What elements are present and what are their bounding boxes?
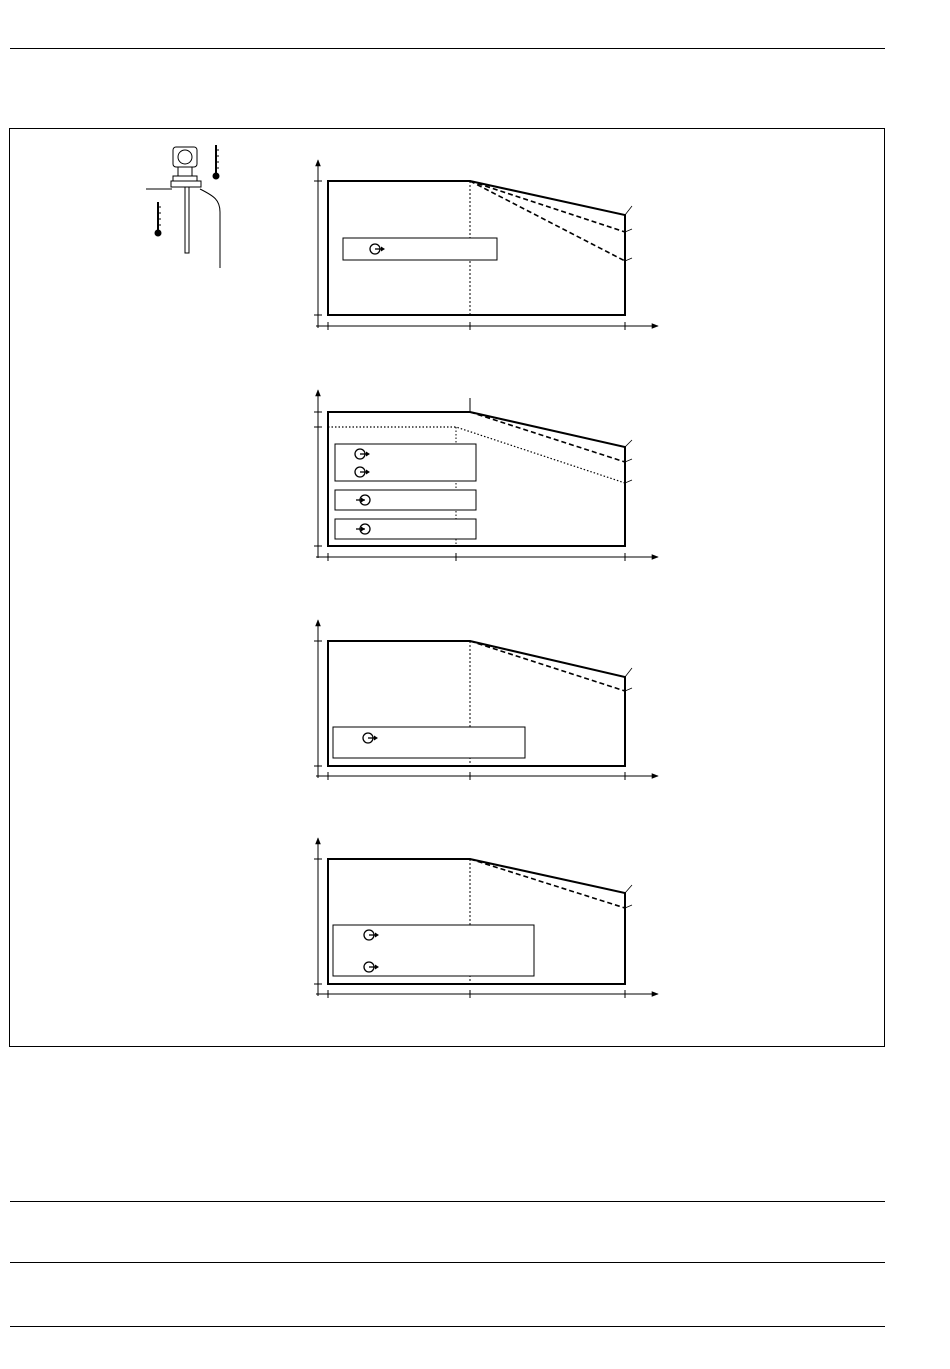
derating-diagram-2: [314, 390, 658, 561]
derating-diagram-1: [314, 160, 658, 330]
legend-box: [333, 925, 534, 976]
derating-diagram-3: [314, 620, 658, 780]
derating-diagram-4: [314, 838, 658, 998]
legend-box: [343, 238, 497, 260]
transmitter-with-probe-and-thermometers-icon: [146, 145, 220, 268]
legend-box: [333, 727, 525, 758]
